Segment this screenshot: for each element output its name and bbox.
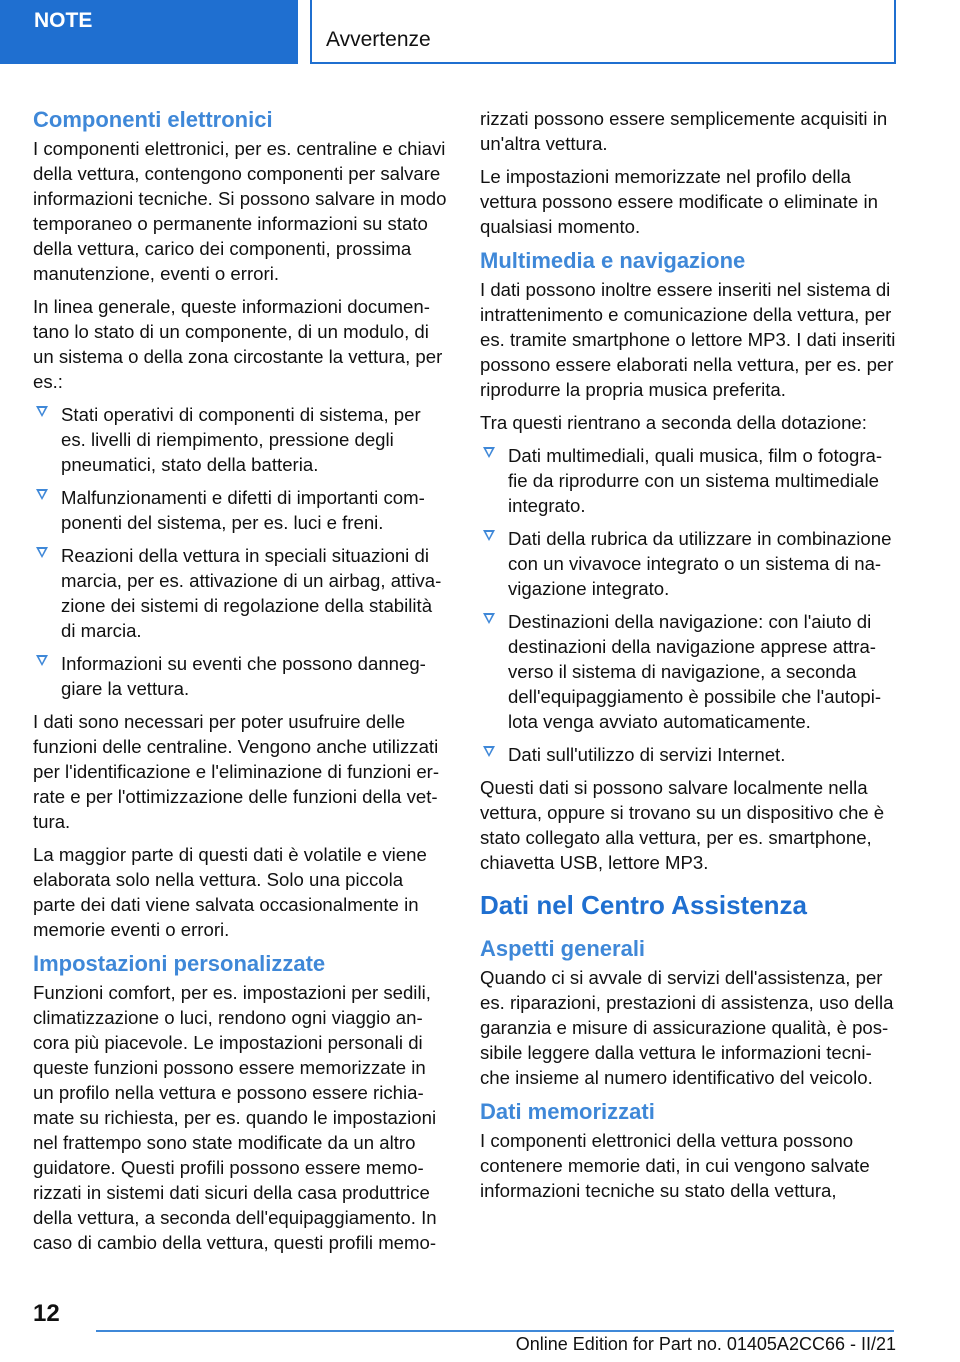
list-item	[480, 742, 896, 767]
heading-componenti-elettronici: Componenti elettronici	[33, 107, 273, 132]
paragraph: Tra questi rientrano a seconda della dotazione:	[480, 412, 867, 433]
bullet-list	[33, 402, 449, 701]
list-item	[33, 485, 449, 535]
list-item	[480, 609, 896, 734]
list-item-text: Reazioni della vettura in speciali situazioni di marcia, per es. attivazione di un airbag, attiva-zione dei sistemi di regolazione della stabilità di marcia.	[61, 545, 442, 641]
triangle-bullet-icon	[483, 530, 495, 541]
list-item-text: Dati della rubrica da utilizzare in combinazione con un vivavoce integrato o un sistema di na-vigazione integrato.	[508, 528, 892, 599]
list-item-text: Dati multimediali, quali musica, film o fotogra-fie da riprodurre con un sistema multimediale integrato.	[508, 445, 883, 516]
heading-dati-memorizzati: Dati memorizzati	[480, 1099, 655, 1124]
heading-impostazioni-personalizzate: Impostazioni personalizzate	[33, 951, 326, 976]
section-tab-label: NOTE	[34, 8, 93, 32]
list-item-text: Destinazioni della navigazione: con l'aiuto di destinazioni della navigazione apprese attra-verso il sistema di navigazione, a seconda dell'equipaggiamento è possibile che l'autopi-lota venga avviato automaticamente.	[508, 611, 882, 732]
section-tab	[0, 0, 298, 64]
list-item-text: Dati sull'utilizzo di servizi Internet.	[508, 744, 786, 765]
paragraph: I dati possono inoltre essere inseriti nel sistema di intrattenimento e comunicazione della vettura, per es. tramite smartphone o lettore MP3. I dati inseriti possono essere elaborati nella vettura, per es. per riprodurre la propria musica preferita.	[480, 279, 896, 400]
list-item	[33, 543, 449, 643]
page-number: 12	[33, 1300, 60, 1327]
paragraph: Le impostazioni memorizzate nel profilo della vettura possono essere modificate o eliminate in qualsiasi momento.	[480, 166, 878, 237]
triangle-bullet-icon	[36, 547, 48, 558]
paragraph: La maggior parte di questi dati è volatile e viene elaborata solo nella vettura. Solo una piccola parte dei dati viene salvata occasionalmente in memorie eventi o errori.	[33, 844, 427, 940]
bullet-list	[480, 443, 896, 767]
section-title: Avvertenze	[310, 0, 896, 64]
paragraph: Quando ci si avvale di servizi dell'assistenza, per es. riparazioni, prestazioni di assistenza, uso della garanzia e misure di assicurazione qualità, è pos-sibile leggere dalla vettura le informazioni tecni-che insieme al numero identificativo del veicolo.	[480, 967, 894, 1088]
triangle-bullet-icon	[483, 613, 495, 624]
list-item-text: Stati operativi di componenti di sistema, per es. livelli di riempimento, pressione degli pneumatici, stato della batteria.	[61, 404, 421, 475]
paragraph: I componenti elettronici della vettura possono contenere memorie dati, in cui vengono salvate informazioni tecniche su stato della vettura,	[480, 1130, 870, 1201]
triangle-bullet-icon	[483, 746, 495, 757]
footer-divider	[96, 1330, 894, 1332]
paragraph: Questi dati si possono salvare localmente nella vettura, oppure si trovano su un dispositivo che è stato collegato alla vettura, per es. smartphone, chiavetta USB, lettore MP3.	[480, 777, 885, 873]
list-item	[480, 443, 896, 518]
right-column	[480, 106, 896, 1211]
heading-multimedia-navigazione: Multimedia e navigazione	[480, 248, 746, 273]
list-item	[33, 651, 449, 701]
heading-dati-centro-assistenza: Dati nel Centro Assistenza	[480, 890, 808, 920]
heading-aspetti-generali: Aspetti generali	[480, 936, 646, 961]
footer-edition: Online Edition for Part no. 01405A2CC66 - II/21	[515, 1334, 896, 1354]
paragraph: I componenti elettronici, per es. centraline e chiavi della vettura, contengono componenti per salvare informazioni tecniche. Si possono salvare in modo temporaneo o permanente informazioni su stato della vettura, carico dei componenti, prossima manutenzione, eventi o errori.	[33, 138, 447, 284]
paragraph: I dati sono necessari per poter usufruire delle funzioni delle centraline. Vengono anche utilizzati per l'identificazione e l'eliminazione di funzioni er-rate e per l'ottimizzazione delle funzioni della vet-tura.	[33, 711, 440, 832]
paragraph: rizzati possono essere semplicemente acquisiti in un'altra vettura.	[480, 108, 888, 154]
paragraph: In linea generale, queste informazioni documen-tano lo stato di un componente, di un modulo, di un sistema o della zona circostante la vettura, per es.:	[33, 296, 443, 392]
triangle-bullet-icon	[483, 447, 495, 458]
list-item	[33, 402, 449, 477]
left-column	[33, 100, 449, 1263]
triangle-bullet-icon	[36, 655, 48, 666]
triangle-bullet-icon	[36, 489, 48, 500]
list-item	[480, 526, 896, 601]
triangle-bullet-icon	[36, 406, 48, 417]
list-item-text: Malfunzionamenti e difetti di importanti com-ponenti del sistema, per es. luci e freni.	[61, 487, 425, 533]
paragraph: Funzioni comfort, per es. impostazioni per sedili, climatizzazione o luci, rendono ogni viaggio an-cora più piacevole. Le impostazioni personali di queste funzioni possono essere memorizzate in un profilo nella vettura e possono essere richia-mate su richiesta, per es. quando le impostazioni nel frattempo sono state modificate da un altro guidatore. Questi profili possono essere memo-rizzati in sistemi dati sicuri della casa produttrice della vettura, a seconda dell'equipaggiamento. In caso di cambio della vettura, questi profili memo-	[33, 982, 437, 1253]
list-item-text: Informazioni su eventi che possono danneg-giare la vettura.	[61, 653, 426, 699]
